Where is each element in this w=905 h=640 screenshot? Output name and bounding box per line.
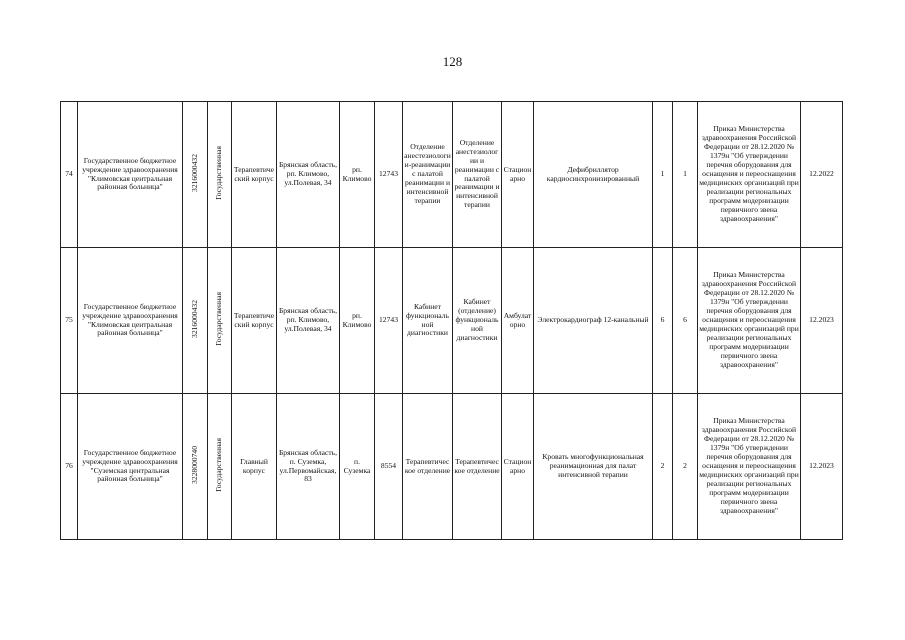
legal-basis-cell [698, 248, 801, 394]
address-cell [277, 394, 340, 540]
locality-text: п. Суземка [343, 456, 371, 475]
quantity-need-text: 2 [660, 461, 665, 471]
row-number-text: 74 [65, 169, 73, 179]
locality-text: рп. Климово [342, 310, 372, 329]
equipment-cell [534, 394, 653, 540]
organization-text: Государственное бюджетное учреждение здравоохранения "Суземская центральная районная больница" [82, 447, 178, 484]
address-text: Брянская область, п. Суземка, ул.Первомайская, 83 [278, 447, 338, 484]
department-cell [403, 102, 453, 248]
quantity-plan-text: 6 [683, 315, 687, 325]
equipment-text: Кровать многофункциональная реанимационная для палат интенсивной терапии [542, 452, 644, 479]
ownership-text: Государственная [214, 292, 224, 346]
quantity-plan-text: 1 [683, 169, 687, 179]
building-cell [232, 248, 277, 394]
table-row [61, 248, 843, 394]
population-text: 8554 [380, 461, 397, 471]
equipment-table [60, 101, 843, 540]
legal-basis-text: Приказ Министерства здравоохранения Российской Федерации от 28.12.2020 № 1379н "Об утверждении перечня оборудования для оснащения и переоснащения медицинских организаций при реализации региональных программ модернизации первичного звена здравоохранения" [699, 124, 799, 223]
legal-basis-cell [698, 394, 801, 540]
locality-cell [340, 102, 375, 248]
quantity-need-text: 1 [660, 169, 665, 179]
inn-cell [183, 248, 208, 394]
inn-text: 3216000432 [189, 154, 199, 192]
address-text: Брянская область, рп. Климово, ул.Полевая, 34 [278, 306, 338, 333]
legal-basis-text: Приказ Министерства здравоохранения Российской Федерации от 28.12.2020 № 1379н "Об утверждении перечня оборудования для оснащения и переоснащения медицинских организаций при реализации региональных программ модернизации первичного звена здравоохранения" [699, 416, 799, 515]
address-text: Брянская область, рп. Климово, ул.Полевая, 34 [278, 160, 338, 187]
subdivision-cell [453, 394, 502, 540]
row-number-cell [61, 394, 78, 540]
row-number-cell [61, 248, 78, 394]
department-text: Терапевтическое отделение [404, 456, 451, 475]
locality-cell [340, 394, 375, 540]
subdivision-cell [453, 248, 502, 394]
table-row [61, 102, 843, 248]
department-cell [403, 394, 453, 540]
table-row [61, 394, 843, 540]
row-number-cell [61, 102, 78, 248]
row-number-text: 75 [65, 315, 73, 325]
ownership-cell [208, 248, 232, 394]
date-text: 12.2022 [809, 169, 834, 179]
care-type-text: Стационарно [503, 164, 532, 183]
building-text: Терапевтический корпус [233, 310, 275, 329]
care-type-cell [502, 248, 534, 394]
quantity-need-cell [653, 102, 673, 248]
date-cell [801, 248, 843, 394]
population-cell [375, 394, 403, 540]
date-text: 12.2023 [809, 315, 834, 325]
building-text: Главный корпус [240, 456, 268, 475]
subdivision-text: Кабинет (отделение) функциональной диагностики [455, 297, 499, 342]
address-cell [277, 102, 340, 248]
equipment-text: Дефибриллятор кардиосинхронизированный [546, 164, 640, 183]
organization-cell [78, 394, 183, 540]
organization-cell [78, 248, 183, 394]
ownership-cell [208, 102, 232, 248]
date-text: 12.2023 [809, 461, 834, 471]
address-cell [277, 248, 340, 394]
population-cell [375, 102, 403, 248]
care-type-cell [502, 394, 534, 540]
ownership-text: Государственная [214, 438, 224, 492]
organization-text: Государственное бюджетное учреждение здравоохранения "Климовская центральная районная больница" [82, 155, 178, 192]
page-number: 128 [442, 54, 463, 69]
legal-basis-cell [698, 102, 801, 248]
equipment-cell [534, 102, 653, 248]
quantity-need-cell [653, 394, 673, 540]
row-number-text: 76 [65, 461, 73, 471]
quantity-plan-text: 2 [683, 461, 687, 471]
care-type-cell [502, 102, 534, 248]
population-text: 12743 [379, 315, 398, 325]
quantity-plan-cell [673, 248, 698, 394]
inn-cell [183, 102, 208, 248]
population-cell [375, 248, 403, 394]
inn-cell [183, 394, 208, 540]
equipment-text: Электрокардиограф 12-канальный [537, 315, 649, 325]
department-cell [403, 248, 453, 394]
subdivision-text: Отделение анестезиологии и реанимации с палатой реанимации и интенсивной терапии [454, 137, 500, 210]
quantity-need-text: 6 [660, 315, 665, 325]
equipment-cell [534, 248, 653, 394]
quantity-need-cell [653, 248, 673, 394]
department-text: Отделение анестезиологии-реанимации с палатой реанимации и интенсивной терапии [404, 142, 451, 205]
building-cell [232, 394, 277, 540]
organization-cell [78, 102, 183, 248]
building-cell [232, 102, 277, 248]
quantity-plan-cell [673, 102, 698, 248]
legal-basis-text: Приказ Министерства здравоохранения Российской Федерации от 28.12.2020 № 1379н "Об утверждении перечня оборудования для оснащения и переоснащения медицинских организаций при реализации региональных программ модернизации первичного звена здравоохранения" [699, 270, 799, 369]
ownership-text: Государственная [214, 146, 224, 200]
inn-text: 3228000740 [189, 446, 199, 484]
department-text: Кабинет функциональной диагностики [406, 301, 449, 338]
subdivision-cell [453, 102, 502, 248]
quantity-plan-cell [673, 394, 698, 540]
date-cell [801, 394, 843, 540]
population-text: 12743 [379, 169, 398, 179]
locality-text: рп. Климово [342, 164, 372, 183]
date-cell [801, 102, 843, 248]
subdivision-text: Терапевтическое отделение [454, 456, 500, 475]
organization-text: Государственное бюджетное учреждение здравоохранения "Климовская центральная районная больница" [82, 301, 178, 338]
ownership-cell [208, 394, 232, 540]
care-type-text: Стационарно [503, 456, 532, 475]
building-text: Терапевтический корпус [233, 164, 275, 183]
care-type-text: Амбулаторно [503, 310, 532, 329]
inn-text: 3216000432 [189, 300, 199, 338]
locality-cell [340, 248, 375, 394]
